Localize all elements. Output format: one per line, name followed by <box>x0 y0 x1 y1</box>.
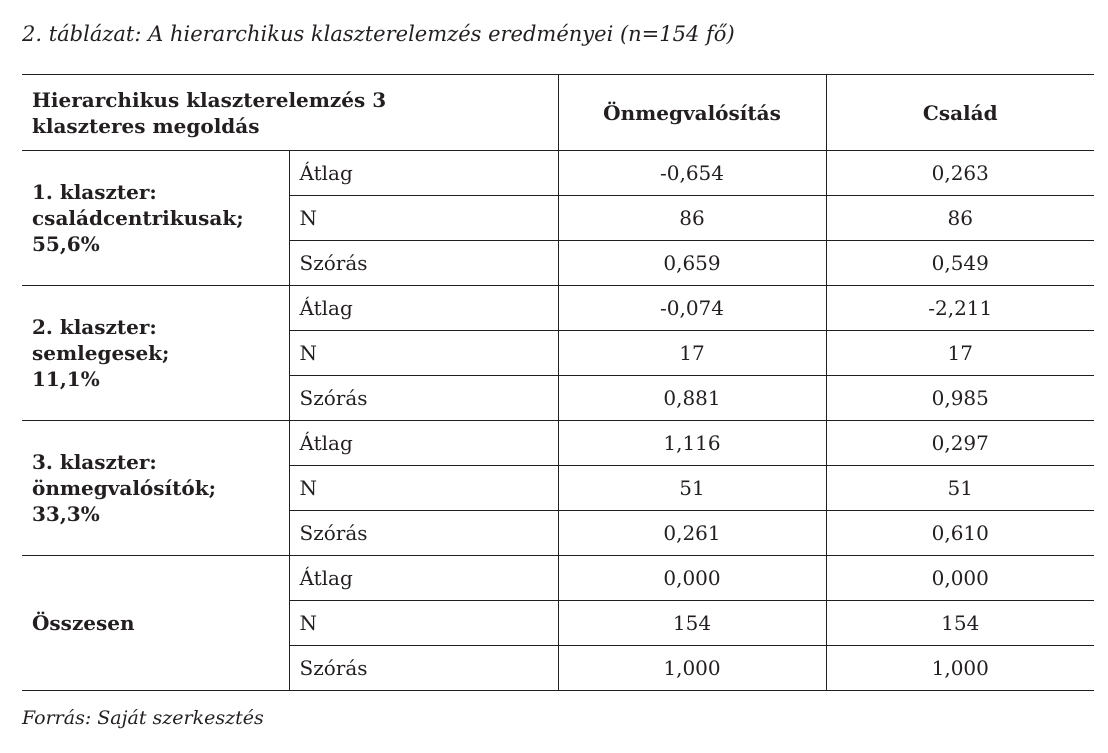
value-onmegvalositas: -0,074 <box>558 286 826 331</box>
corner-header <box>22 75 558 151</box>
value-onmegvalositas: 86 <box>558 196 826 241</box>
statistic-label: N <box>289 601 558 646</box>
statistic-label: Szórás <box>289 511 558 556</box>
value-csalad: 0,000 <box>826 556 1094 601</box>
source-note: Forrás: Saját szerkesztés <box>22 707 264 729</box>
cluster-label <box>22 151 289 286</box>
statistic-label: Átlag <box>289 556 558 601</box>
statistic-label: Szórás <box>289 376 558 421</box>
value-onmegvalositas: 1,000 <box>558 646 826 691</box>
value-csalad: 0,549 <box>826 241 1094 286</box>
statistic-label: N <box>289 331 558 376</box>
value-onmegvalositas: 51 <box>558 466 826 511</box>
value-onmegvalositas: 0,659 <box>558 241 826 286</box>
statistic-label: N <box>289 466 558 511</box>
value-csalad: 0,610 <box>826 511 1094 556</box>
value-onmegvalositas: 17 <box>558 331 826 376</box>
value-csalad: 51 <box>826 466 1094 511</box>
cluster-label <box>22 556 289 691</box>
table-row <box>22 286 1094 331</box>
cluster-label-line: 33,3% <box>32 502 100 526</box>
value-onmegvalositas: 1,116 <box>558 421 826 466</box>
table-row <box>22 556 1094 601</box>
value-csalad: 17 <box>826 331 1094 376</box>
value-csalad: 0,263 <box>826 151 1094 196</box>
cluster-label-line: semlegesek; <box>32 341 170 365</box>
value-csalad: 0,297 <box>826 421 1094 466</box>
value-csalad: 0,985 <box>826 376 1094 421</box>
cluster-label-line: önmegvalósítók; <box>32 476 216 500</box>
cluster-label-line: 1. klaszter: <box>32 180 157 204</box>
value-onmegvalositas: 0,881 <box>558 376 826 421</box>
cluster-label-line: Összesen <box>32 611 135 635</box>
results-table <box>22 74 1094 691</box>
value-csalad: 1,000 <box>826 646 1094 691</box>
value-csalad: 154 <box>826 601 1094 646</box>
statistic-label: Szórás <box>289 646 558 691</box>
value-onmegvalositas: -0,654 <box>558 151 826 196</box>
statistic-label: Átlag <box>289 151 558 196</box>
value-onmegvalositas: 0,261 <box>558 511 826 556</box>
corner-header-line2: klaszteres megoldás <box>32 113 260 138</box>
cluster-label-line: családcentrikusak; <box>32 206 244 230</box>
cluster-label-line: 11,1% <box>32 367 100 391</box>
cluster-label <box>22 286 289 421</box>
table-body <box>22 151 1094 691</box>
statistic-label: Szórás <box>289 241 558 286</box>
value-csalad: -2,211 <box>826 286 1094 331</box>
cluster-label-line: 55,6% <box>32 232 100 256</box>
value-csalad: 86 <box>826 196 1094 241</box>
statistic-label: N <box>289 196 558 241</box>
statistic-label: Átlag <box>289 421 558 466</box>
value-onmegvalositas: 154 <box>558 601 826 646</box>
statistic-label: Átlag <box>289 286 558 331</box>
cluster-label-line: 2. klaszter: <box>32 315 157 339</box>
table-row <box>22 421 1094 466</box>
column-header-csalad: Család <box>826 75 1094 151</box>
column-header-onmegvalositas: Önmegvalósítás <box>558 75 826 151</box>
value-onmegvalositas: 0,000 <box>558 556 826 601</box>
cluster-label-line: 3. klaszter: <box>32 450 157 474</box>
header-row <box>22 75 1094 151</box>
cluster-label <box>22 421 289 556</box>
table-row <box>22 151 1094 196</box>
corner-header-line1: Hierarchikus klaszterelemzés 3 <box>32 87 387 112</box>
table-caption: 2. táblázat: A hierarchikus klaszterelemzés eredményei (n=154 fő) <box>22 22 735 46</box>
